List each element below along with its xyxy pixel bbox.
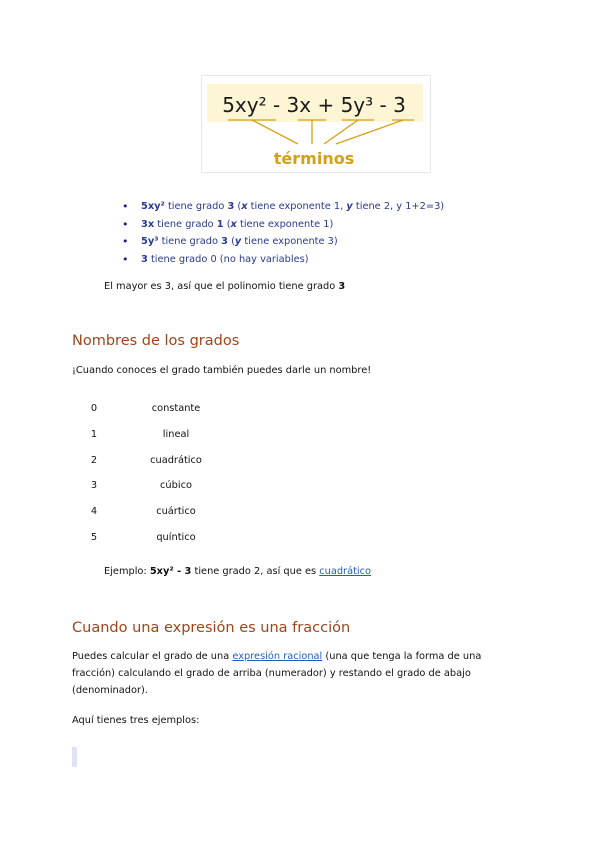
table-row: 5 quíntico (90, 531, 196, 543)
polynomial-expression: 5xy² - 3x + 5y³ - 3 (222, 93, 406, 117)
list-item: • 3 tiene grado 0 (no hay variables) (122, 251, 444, 269)
table-row: 3 cúbico (90, 480, 192, 492)
grade-names-table (80, 396, 244, 550)
quadratic-link[interactable]: cuadrático (319, 566, 372, 577)
term-connectors (228, 120, 414, 144)
section-title-grade-names: Nombres de los grados (72, 333, 240, 349)
fraction-paragraph: Puedes calcular el grado de una expresión racional (una que tenga la forma de una fracción) calculando el grado de arriba (numerador) y restando el grado de abajo (denominador). (72, 651, 482, 696)
terms-label: términos (273, 149, 355, 168)
terms-figure (201, 75, 431, 173)
table-row: 2 cuadrático (90, 454, 202, 466)
table-row: 0 constante (90, 403, 201, 415)
terms-illustration (202, 76, 430, 172)
grade-names-intro: ¡Cuando conoces el grado también puedes darle un nombre! (72, 365, 372, 376)
examples-intro: Aquí tienes tres ejemplos: (72, 715, 200, 726)
table-row: 1 lineal (90, 429, 190, 441)
list-item: • 5xy² tiene grado 3 (x tiene exponente 1, y tiene 2, y 1+2=3) (122, 198, 444, 216)
terms-list (122, 198, 444, 268)
grade-example: Ejemplo: 5xy² - 3 tiene grado 2, así que es cuadrático (104, 566, 372, 577)
content-placeholder-bar (72, 747, 77, 767)
section-title-fraction: Cuando una expresión es una fracción (72, 620, 351, 636)
list-item: • 3x tiene grado 1 (x tiene exponente 1) (122, 216, 444, 234)
list-item: • 5y³ tiene grado 3 (y tiene exponente 3) (122, 233, 444, 251)
summary-text: El mayor es 3, así que el polinomio tiene grado 3 (104, 281, 346, 292)
table-row: 4 cuártico (90, 506, 196, 518)
rational-expression-link[interactable]: expresión racional (232, 651, 323, 662)
